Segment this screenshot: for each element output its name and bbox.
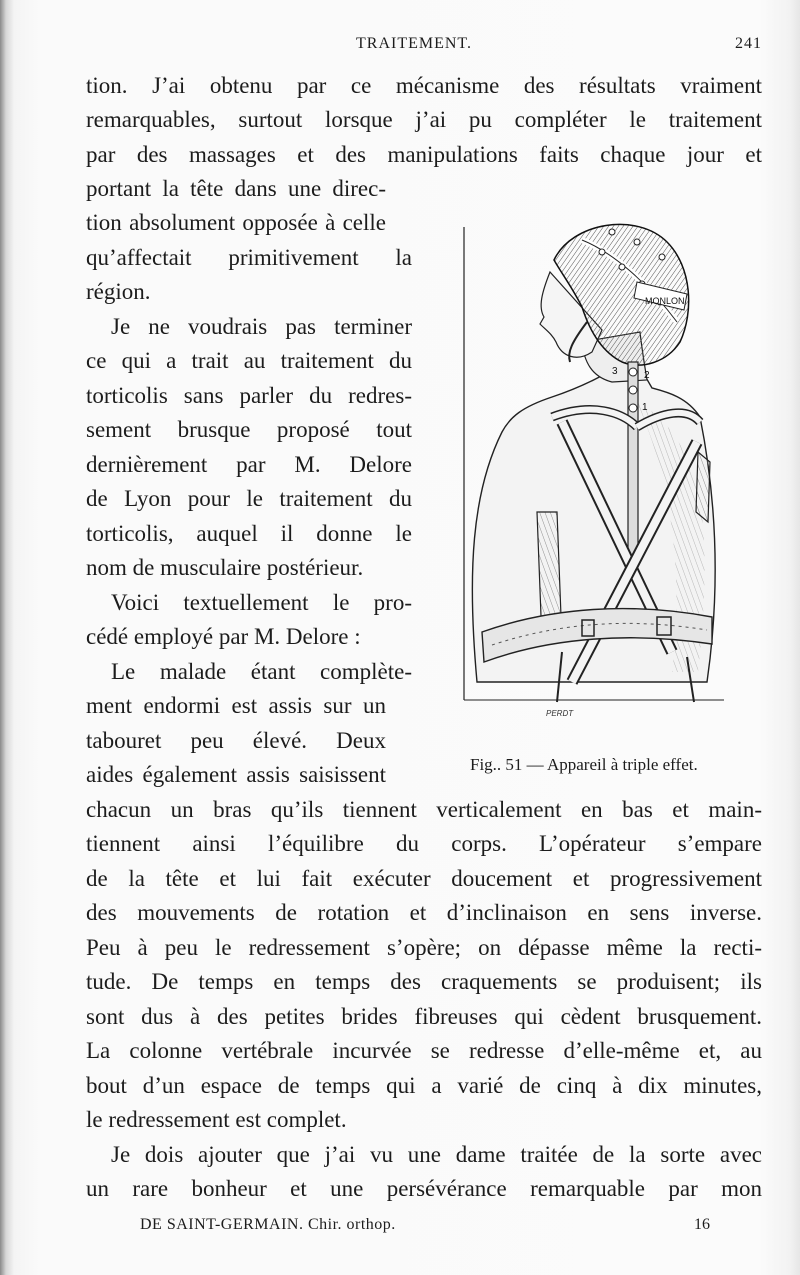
text-line: chacun un bras qu’ils tiennent verticalement en bas et main-: [86, 797, 762, 822]
text-line: portant la tête dans une direc-: [86, 176, 386, 201]
text-line: qu’affectait primitivement la: [86, 245, 412, 270]
text-line: tude. De temps en temps des craquements se produisent; ils: [86, 969, 762, 994]
text-line: aides également assis saisissent: [86, 762, 386, 787]
running-title: TRAITEMENT.: [356, 35, 473, 52]
text-line: par des massages et des manipulations faits chaque jour et: [86, 142, 762, 167]
figure-caption: Fig.. 51 — Appareil à triple effet.: [470, 755, 698, 774]
text-line: ce qui a trait au traitement du: [86, 348, 412, 373]
text-line: tion. J’ai obtenu par ce mécanisme des résultats vraiment: [86, 73, 762, 98]
text-line: La colonne vertébrale incurvée se redresse d’elle-même et, au: [86, 1038, 762, 1063]
text-line: cédé employé par M. Delore :: [86, 624, 361, 649]
text-line: dernièrement par M. Delore: [86, 452, 412, 477]
text-line: ment endormi est assis sur un: [86, 693, 386, 718]
text-line: Voici textuellement le pro-: [111, 590, 412, 615]
text-line: sement brusque proposé tout: [86, 417, 412, 442]
text-line: Je ne voudrais pas terminer: [111, 314, 412, 339]
text-line: tabouret peu élevé. Deux: [86, 728, 386, 753]
text-line: Je dois ajouter que j’ai vu une dame traitée de la sorte avec: [111, 1142, 762, 1167]
orthopedic-harness-illustration-icon: [462, 212, 726, 724]
text-line: nom de musculaire postérieur.: [86, 555, 364, 580]
text-line: torticolis sans parler du redres-: [86, 383, 412, 408]
text-line: tiennent ainsi l’équilibre du corps. L’opérateur s’empare: [86, 831, 762, 856]
text-line: le redressement est complet.: [86, 1107, 347, 1132]
text-line: de Lyon pour le traitement du: [86, 486, 412, 511]
text-line: torticolis, auquel il donne le: [86, 521, 412, 546]
text-line: région.: [86, 279, 151, 304]
text-line: remarquables, surtout lorsque j’ai pu compléter le traitement: [86, 107, 762, 132]
marker-2: 2: [644, 370, 650, 381]
cap-label: MONLON: [645, 296, 685, 306]
page-number: 241: [735, 35, 762, 52]
marker-1: 1: [642, 402, 648, 413]
sheet-number: 16: [694, 1216, 710, 1233]
figure-harness: [462, 212, 726, 724]
printer-signature: DE SAINT-GERMAIN. Chir. orthop.: [140, 1216, 396, 1233]
text-line: tion absolument opposée à celle: [86, 210, 386, 235]
text-line: Peu à peu le redressement s’opère; on dépasse même la recti-: [86, 935, 762, 960]
marker-3: 3: [612, 366, 618, 377]
page-footer: [140, 1216, 724, 1242]
text-line: sont dus à des petites brides fibreuses qui cèdent brusquement.: [86, 1004, 762, 1029]
text-line: Le malade étant complète-: [111, 659, 412, 684]
text-line: bout d’un espace de temps qui a varié de cinq à dix minutes,: [86, 1073, 762, 1098]
text-line: un rare bonheur et une persévérance remarquable par mon: [86, 1176, 762, 1201]
running-header: [86, 35, 762, 59]
text-line: des mouvements de rotation et d’inclinaison en sens inverse.: [86, 900, 762, 925]
text-line: de la tête et lui fait exécuter doucement et progressivement: [86, 866, 762, 891]
engraver-signature: PERDT: [546, 709, 574, 718]
